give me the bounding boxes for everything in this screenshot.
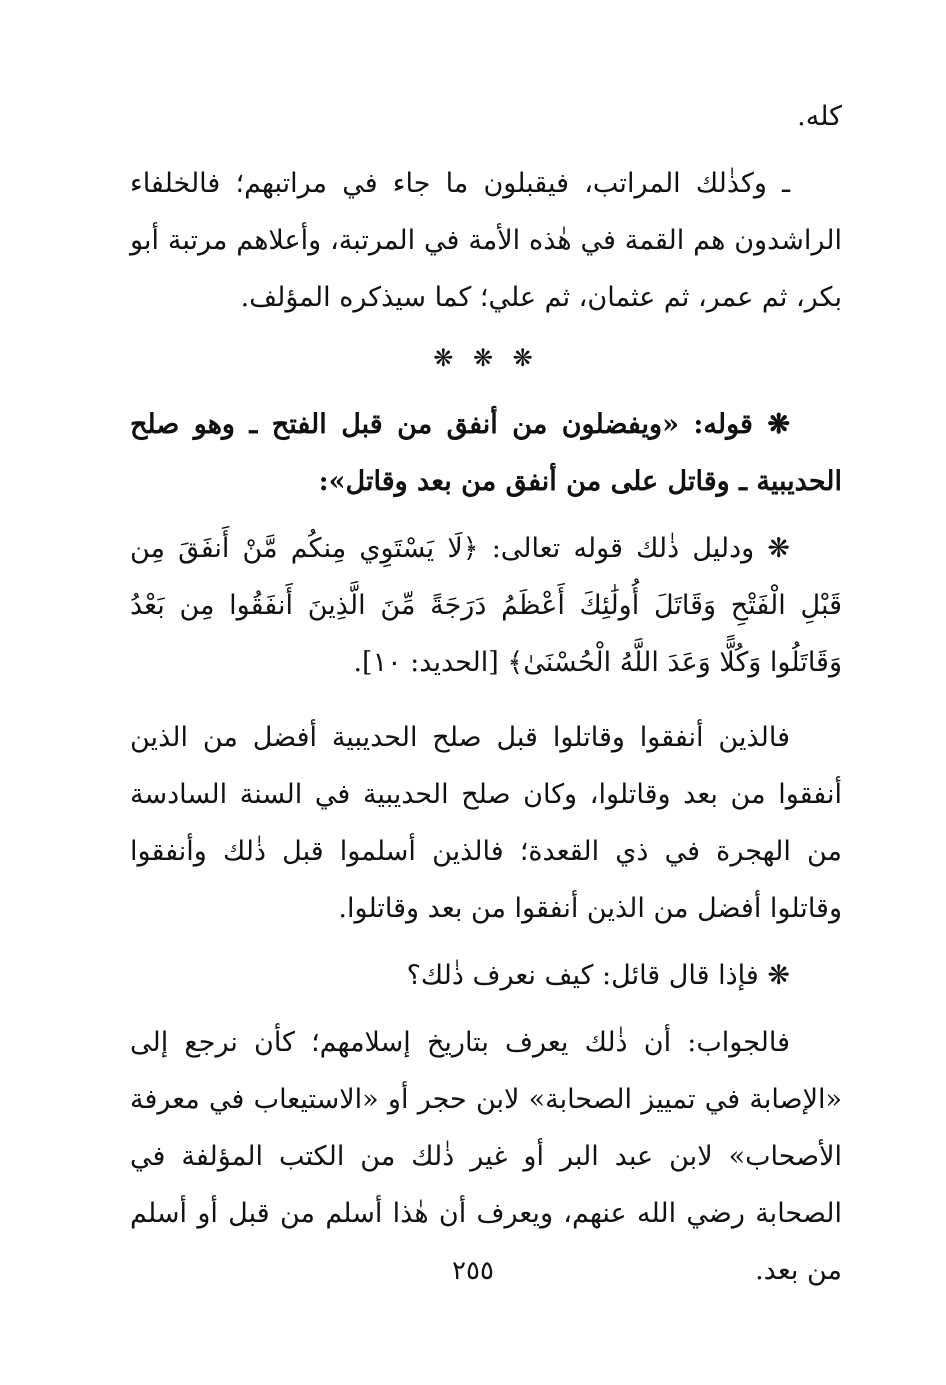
- spacer: [130, 937, 842, 947]
- spacer: [130, 691, 842, 709]
- paragraph-continuation: كله.: [797, 101, 842, 132]
- paragraph-quran-evidence: ❋ ودليل ذٰلك قوله تعالى: ﴿لَا يَسْتَوِي مِنكُم مَّنْ أَنفَقَ مِن قَبْلِ الْفَتْحِ وَقَاتَلَ أُولَٰئِكَ أَعْظَمُ دَرَجَةً مِّنَ الَّذِينَ أَنفَقُوا مِن بَعْدُ وَقَاتَلُوا وَكُلًّا وَعَدَ اللَّهُ الْحُسْنَىٰ﴾ [الحديد: ١٠].: [130, 533, 842, 678]
- paragraph-answer: فالجواب: أن ذٰلك يعرف بتاريخ إسلامهم؛ كأن نرجع إلى «الإصابة في تمييز الصحابة» لابن حجر أو «الاستيعاب في معرفة الأصحاب» لابن عبد البر أو غير ذٰلك من الكتب المؤلفة في الصحابة رضي الله عنهم، ويعرف أن هٰذا أسلم من قبل أو أسلم من بعد.: [130, 1027, 842, 1286]
- section-separator: ❋ ❋ ❋: [433, 344, 539, 372]
- paragraph-explanation: فالذين أنفقوا وقاتلوا قبل صلح الحديبية أفضل من الذين أنفقوا من بعد وقاتلوا، وكان صلح الحديبية في السنة السادسة من الهجرة في ذي القعدة؛ فالذين أسلموا قبل ذٰلك وأنفقوا وقاتلوا أفضل من الذين أنفقوا من بعد وقاتلوا.: [130, 722, 842, 924]
- quoted-text-heading: ❋ قوله: «ويفضلون من أنفق من قبل الفتح ـ وهو صلح الحديبية ـ وقاتل على من أنفق من بعد وقاتل»:: [130, 409, 842, 497]
- paragraph-ranks: ـ وكذٰلك المراتب، فيقبلون ما جاء في مراتبهم؛ فالخلفاء الراشدون هم القمة في هٰذه الأمة في المرتبة، وأعلاهم مرتبة أبو بكر، ثم عمر، ثم عثمان، ثم علي؛ كما سيذكره المؤلف.: [130, 168, 842, 313]
- spacer: [130, 510, 842, 520]
- paragraph-question: ❋ فإذا قال قائل: كيف نعرف ذٰلك؟: [406, 960, 790, 991]
- spacer: [130, 145, 842, 155]
- page-number: ٢٥٥: [452, 1256, 494, 1286]
- spacer: [130, 1004, 842, 1014]
